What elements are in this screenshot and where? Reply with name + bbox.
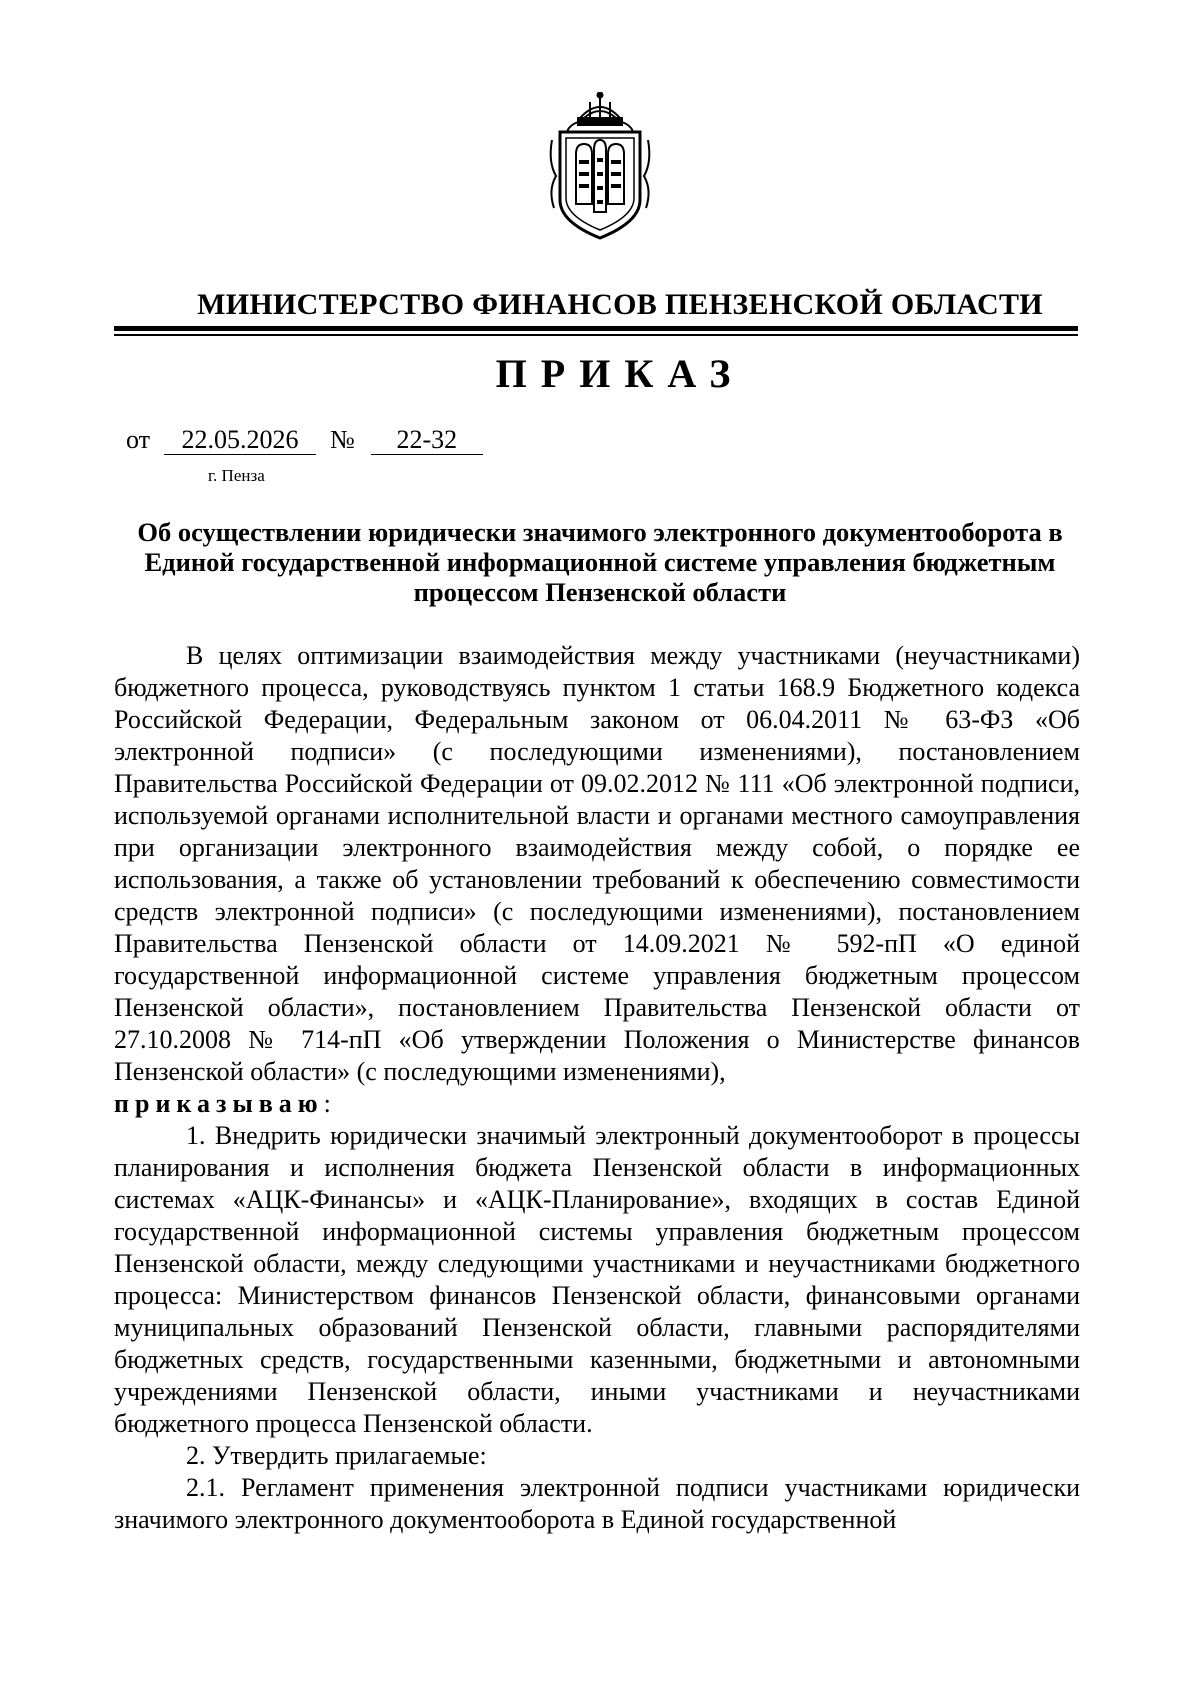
ministry-name: МИНИСТЕРСТВО ФИНАНСОВ ПЕНЗЕНСКОЙ ОБЛАСТИ <box>197 288 1043 321</box>
date-number-line <box>126 425 483 455</box>
preamble-text: В целях оптимизации взаимодействия между участниками (неучастниками) бюджетного процесса, руководствуясь пунктом 1 статьи 168.9 Бюджетного кодекса Российской Федерации, Федеральным законом от 06.04.2011 № 63-ФЗ «Об электронной подписи» (с последующими изменениями), постановлением Правительства Российской Федерации от 09.02.2012 № 111 «Об электронной подписи, используемой органами исполнительной власти и органами местного самоуправления при организации электронного взаимодействия между собой, о порядке ее использования, а также об установлении требований к обеспечению совместимости средств электронной подписи» (с последующими изменениями), постановлением Правительства Пензенской области от 14.09.2021 № 592-пП «О единой государственной информационной системе управления бюджетным процессом Пензенской области», постановлением Правительства Пензенской области от 27.10.2008 № 714-пП «Об утверждении Положения о Министерстве финансов Пензенской области» (с последующими изменениями), <box>114 641 1080 1086</box>
date-value: 22.05.2026 <box>164 426 316 455</box>
order-colon: : <box>323 1089 331 1118</box>
date-label: от <box>126 425 151 454</box>
document-body <box>114 640 1080 1536</box>
number-value: 22-32 <box>371 426 483 455</box>
coat-of-arms-emblem <box>546 92 654 240</box>
item-2-1-paragraph: 2.1. Регламент применения электронной подписи участниками юридически значимого электронного документооборота в Единой государственной <box>114 1473 1080 1534</box>
item-2-paragraph: 2. Утвердить прилагаемые: <box>186 1441 487 1470</box>
header-rule-thin <box>114 334 1078 336</box>
document-type-heading: ПРИКАЗ <box>495 351 745 396</box>
document-title: Об осуществлении юридически значимого электронного документооборота в Единой государственной информационной системе управления бюджетным процессом Пензенской области <box>137 517 1063 607</box>
number-label: № <box>330 425 355 454</box>
preamble-paragraph <box>114 640 1080 1120</box>
header-rule-thick <box>114 326 1078 331</box>
city-label: г. Пенза <box>208 466 265 485</box>
order-word: приказываю <box>114 1089 324 1118</box>
item-1-paragraph: 1. Внедрить юридически значимый электронный документооборот в процессы планирования и исполнения бюджета Пензенской области в информационных системах «АЦК-Финансы» и «АЦК-Планирование», входящих в состав Единой государственной информационной системы управления бюджетным процессом Пензенской области, между следующими участниками и неучастниками бюджетного процесса: Министерством финансов Пензенской области, финансовыми органами муниципальных образований Пензенской области, главными распорядителями бюджетных средств, государственными казенными, бюджетными и автономными учреждениями Пензенской области, иными участниками и неучастниками бюджетного процесса Пензенской области. <box>114 1121 1080 1438</box>
